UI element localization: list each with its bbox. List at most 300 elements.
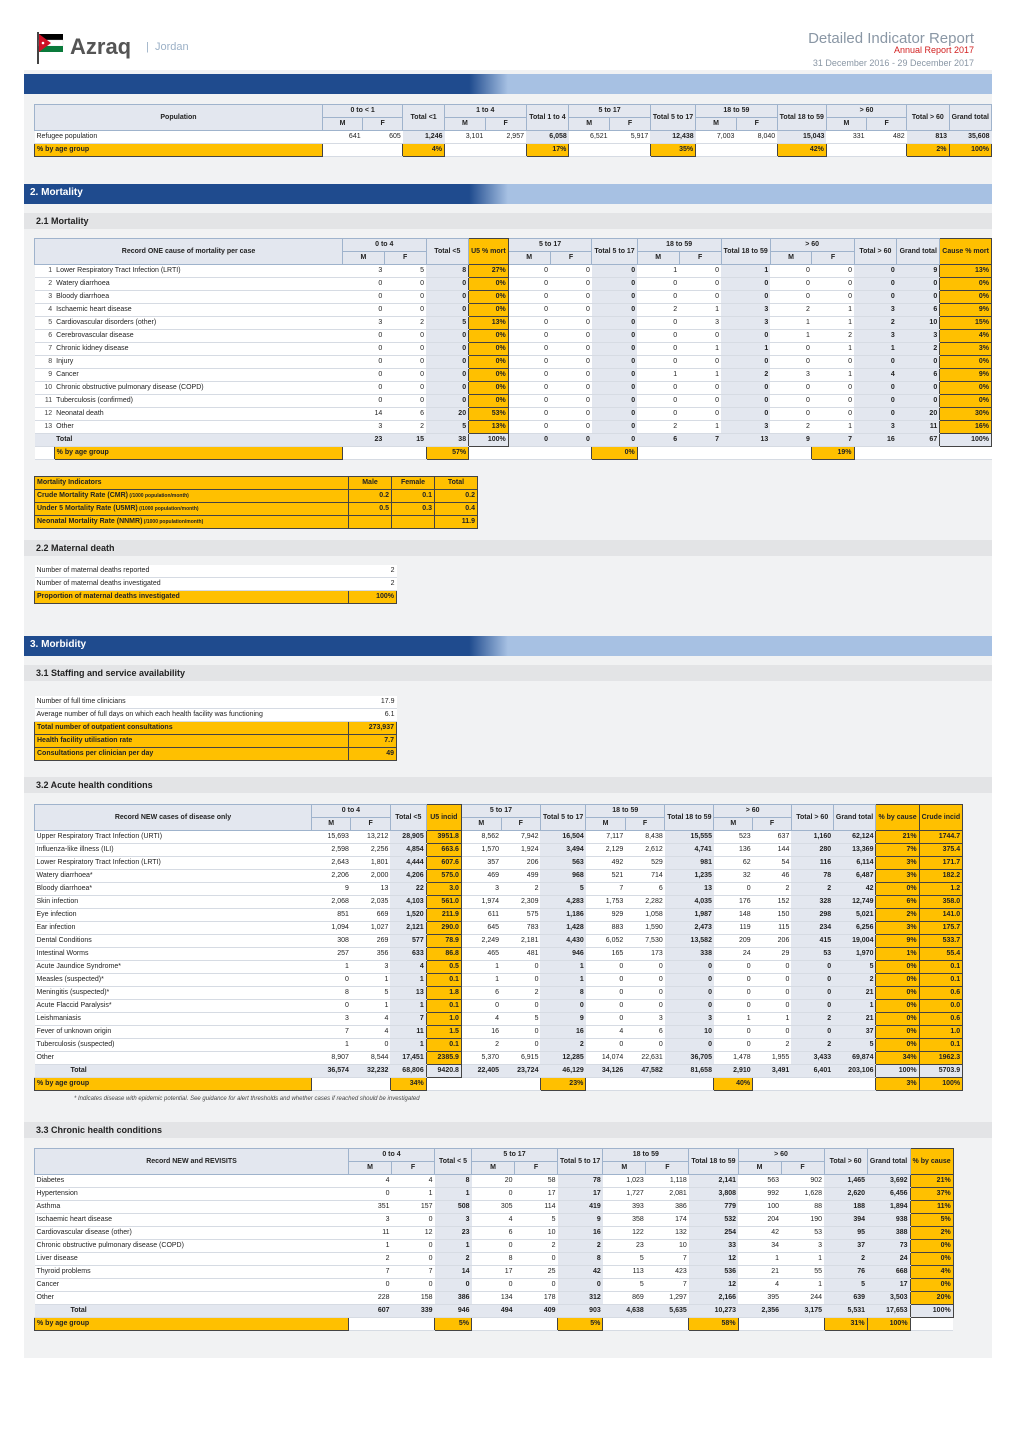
table-cell: 331 [826,131,866,144]
table-cell: 0 [426,343,469,356]
table-cell: 13% [469,421,509,434]
table-cell: 469 [461,870,501,883]
indicator-name: Crude Mortality Rate (CMR) [37,492,129,499]
row-label: Chronic obstructive pulmonary disease (COPD) [54,382,342,395]
table-cell: 0 [854,408,897,421]
table-row [35,1201,954,1214]
table-cell: 4,206 [390,870,426,883]
row-label: Eye infection [35,909,312,922]
table-cell: 0 [472,1279,515,1292]
table-cell: 0 [435,1279,472,1292]
table-row [35,408,992,421]
row-label: Total [35,1065,312,1078]
table-cell: 188 [824,1201,867,1214]
column-header: F [625,818,664,831]
population-table [34,104,992,157]
table-cell: 0 [426,369,469,382]
table-cell: 5,021 [833,909,876,922]
table-cell: 62,124 [833,831,876,844]
table-cell: 0 [472,1240,515,1253]
column-header: Total <5 [426,239,469,265]
row-label: Bloody diarrhoea* [35,883,312,896]
table-cell: 4 [392,1175,435,1188]
table-cell [586,1078,625,1091]
table-cell: 13 [351,883,390,896]
table-cell: 0 [501,974,540,987]
table-cell: 0 [721,291,770,304]
table-cell: 254 [689,1227,738,1240]
table-cell: 0 [721,278,770,291]
table-cell: 0 [349,1188,392,1201]
row-label: Total [35,1305,349,1318]
table-cell: 1,894 [867,1201,910,1214]
table-cell: 27% [469,265,509,278]
table-cell: 34% [876,1052,919,1065]
table-cell: 938 [867,1214,910,1227]
acute-table [34,804,992,1091]
table-cell: 88 [781,1201,824,1214]
table-cell: 607.6 [426,857,461,870]
row-number: 10 [35,382,55,395]
table-cell: 33 [689,1240,738,1253]
column-header: M [714,818,753,831]
table-cell: 0.4 [435,503,478,516]
table-cell: 76 [824,1266,867,1279]
table-cell: 7% [876,844,919,857]
table-cell: 3,503 [867,1292,910,1305]
column-header: M [637,252,679,265]
table-cell: 35,608 [949,131,991,144]
row-label: % by age group [54,447,342,460]
column-header: F [646,1162,689,1175]
table-cell: 0.1 [426,1000,461,1013]
report-title: Detailed Indicator Report [808,30,974,47]
table-cell: 0 [897,382,940,395]
table-row [35,735,397,748]
table-cell: 6 [897,369,940,382]
table-cell: 0% [469,330,509,343]
table-row [35,870,992,883]
table-cell: 3 [721,421,770,434]
table-row [35,304,992,317]
table-cell: 883 [586,922,625,935]
table-cell: 2,181 [501,935,540,948]
total-row [35,1065,992,1078]
table-cell: 6,401 [791,1065,833,1078]
column-header: F [501,818,540,831]
table-cell: 22,405 [461,1065,501,1078]
table-cell: 0% [469,395,509,408]
table-cell: 3% [876,1078,919,1091]
row-label: Number of maternal deaths investigated [35,578,349,591]
table-cell: 46 [753,870,792,883]
table-cell: 0 [812,265,854,278]
epidemic-note: * Indicates disease with epidemic potential. See guidance for alert thresholds and whether cases if reached should be investigated [74,1096,420,1102]
table-cell: 529 [625,857,664,870]
column-header: M [826,118,866,131]
table-cell: 7 [586,883,625,896]
table-cell: 0 [550,317,592,330]
table-cell: 2 [770,304,812,317]
table-cell: 386 [646,1201,689,1214]
table-cell: 6,256 [833,922,876,935]
table-cell: 3 [721,317,770,330]
table-cell: 1.0 [426,1013,461,1026]
table-cell: 244 [781,1292,824,1305]
table-cell: 2,643 [311,857,350,870]
row-label: Upper Respiratory Tract Infection (URTI) [35,831,312,844]
table-cell: 1 [390,1000,426,1013]
table-cell: 6 [625,1026,664,1039]
table-cell: 0 [550,278,592,291]
column-header: M [311,818,350,831]
table-cell [363,144,403,157]
table-row [35,1175,954,1188]
row-label: Acute Jaundice Syndrome* [35,961,312,974]
column-header: F [736,118,777,131]
table-cell: 24 [714,948,753,961]
table-cell: 100% [940,434,992,447]
table-cell: 16,504 [540,831,585,844]
table-cell: 15,693 [311,831,350,844]
table-cell: 1 [812,304,854,317]
table-cell: 0 [592,434,637,447]
table-row [35,265,992,278]
table-cell: 209 [714,935,753,948]
table-cell: 53 [791,948,833,961]
table-cell: 0 [586,961,625,974]
table-cell: 17,653 [867,1305,910,1318]
table-cell: 0 [586,1013,625,1026]
table-cell: 206 [501,857,540,870]
column-header: 1 to 4 [445,105,527,118]
table-cell: 0 [550,434,592,447]
table-cell: 1 [392,1188,435,1201]
table-cell: 305 [472,1201,515,1214]
table-cell: 11.9 [435,516,478,529]
row-label: Health facility utilisation rate [35,735,349,748]
table-cell: 0% [940,278,992,291]
table-cell: 2 [753,1039,792,1052]
table-cell: 5,370 [461,1052,501,1065]
table-cell: 1 [435,1188,472,1201]
row-label: Chronic obstructive pulmonary disease (COPD) [35,1240,349,1253]
table-cell: 40% [714,1078,753,1091]
table-cell: 165 [586,948,625,961]
table-cell: 0 [426,278,469,291]
table-cell: 0 [392,1214,435,1227]
table-cell: 393 [603,1201,646,1214]
row-label: Average number of full days on which each health facility was functioning [35,709,349,722]
table-cell: 8 [540,987,585,1000]
table-cell: 31% [824,1318,867,1331]
column-header: Total > 60 [791,805,833,831]
table-cell: 0 [508,343,550,356]
row-label: Lower Respiratory Tract Infection (LRTI) [54,265,342,278]
table-cell: 482 [867,131,907,144]
table-cell: 16 [461,1026,501,1039]
table-cell: 1 [714,1013,753,1026]
table-cell: 0 [812,408,854,421]
table-cell: 0 [721,356,770,369]
report-dates: 31 December 2016 - 29 December 2017 [812,58,974,68]
table-cell: 0 [791,961,833,974]
table-cell: 3% [876,870,919,883]
table-cell: 116 [791,857,833,870]
table-cell: 23% [540,1078,585,1091]
table-cell: 9 [311,883,350,896]
table-cell: 57% [426,447,469,460]
table-cell: 4,444 [390,857,426,870]
table-cell: 78 [558,1175,603,1188]
table-cell [625,1078,664,1091]
table-cell: 0 [384,278,426,291]
table-cell: 2,356 [738,1305,781,1318]
row-label: Tuberculosis (suspected) [35,1039,312,1052]
table-cell: 174 [646,1214,689,1227]
table-cell: 0% [469,343,509,356]
table-cell: 0% [940,291,992,304]
table-cell: 211.9 [426,909,461,922]
total-row [35,434,992,447]
row-label: Skin infection [35,896,312,909]
table-cell: 2 [753,883,792,896]
column-header: Total 18 to 59 [777,105,826,131]
column-header: Cause % mort [940,239,992,265]
table-cell: 9% [876,935,919,948]
table-cell [679,447,721,460]
table-cell [770,447,812,460]
table-row [35,1279,954,1292]
column-header: 0 to 4 [349,1149,435,1162]
indicator-name: Under 5 Mortality Rate (U5MR) [37,505,138,512]
row-label: Ischaemic heart disease [54,304,342,317]
table-cell: 2% [876,909,919,922]
table-cell: 2 [812,330,854,343]
table-cell: 150 [753,909,792,922]
table-cell: 0 [625,987,664,1000]
table-cell: 12 [689,1279,738,1292]
table-cell: 37 [824,1240,867,1253]
table-cell: 36,574 [311,1065,350,1078]
table-cell: 1 [435,1240,472,1253]
table-cell: 0 [586,974,625,987]
table-cell: 0 [854,278,897,291]
table-cell: 2 [721,369,770,382]
table-cell: 981 [665,857,714,870]
table-cell: 3 [897,330,940,343]
table-cell: 0 [426,356,469,369]
table-cell: 0 [586,987,625,1000]
column-header: U5 incid [426,805,461,831]
table-cell: 0 [550,408,592,421]
row-label: Tuberculosis (confirmed) [54,395,342,408]
table-cell [349,1318,392,1331]
table-cell: 23,724 [501,1065,540,1078]
table-cell: 0 [508,330,550,343]
row-label: Total [54,434,342,447]
table-cell: 1 [311,1039,350,1052]
table-cell: 0 [753,974,792,987]
indicator-unit: (/1000 population/month) [137,506,199,512]
indicator-unit: (/1000 population/month) [142,519,204,525]
table-cell: 1,753 [586,896,625,909]
table-cell: 8,040 [736,131,777,144]
table-cell: 1 [679,304,721,317]
table-cell: 5,635 [646,1305,689,1318]
table-cell: 481 [501,948,540,961]
table-cell: 869 [603,1292,646,1305]
row-label: Other [54,421,342,434]
table-cell: 494 [472,1305,515,1318]
table-cell: 2 [435,1253,472,1266]
table-cell: 17.9 [349,696,397,709]
table-row [35,382,992,395]
table-cell: 0 [343,356,385,369]
column-header: M [349,1162,392,1175]
table-row [35,1026,992,1039]
row-label: Watery diarrhoea* [35,870,312,883]
table-cell: 4,430 [540,935,585,948]
table-row [35,948,992,961]
table-cell: 7,003 [696,131,737,144]
table-cell: 0 [508,304,550,317]
table-cell: 20 [472,1175,515,1188]
table-cell: 37% [910,1188,953,1201]
table-cell: 62 [714,857,753,870]
table-cell: 536 [689,1266,738,1279]
table-cell: 7 [679,434,721,447]
table-cell: 0 [770,343,812,356]
table-cell: 100% [876,1065,919,1078]
row-label: Cardiovascular disorders (other) [54,317,342,330]
table-cell: 3951.8 [426,831,461,844]
table-cell: 0 [343,291,385,304]
table-cell: 1 [721,265,770,278]
table-cell: 10 [665,1026,714,1039]
table-cell: 0 [791,987,833,1000]
table-cell: 0.5 [426,961,461,974]
row-label: Bloody diarrhoea [54,291,342,304]
table-cell [392,516,435,529]
table-cell: 0 [384,291,426,304]
column-header: M [603,1162,646,1175]
table-cell: 0 [343,395,385,408]
table-cell: 0 [384,330,426,343]
column-header: > 60 [770,239,854,252]
report-header [24,24,992,70]
table-cell: 14,074 [586,1052,625,1065]
table-cell: 0 [770,382,812,395]
table-cell [515,1318,558,1331]
table-cell: 21% [876,831,919,844]
table-cell: 3,175 [781,1305,824,1318]
table-cell: 0 [592,304,637,317]
table-cell: 114 [515,1201,558,1214]
column-header: 18 to 59 [603,1149,689,1162]
table-cell: 3 [461,883,501,896]
table-cell: 813 [907,131,949,144]
table-cell: 0 [679,291,721,304]
row-label: Ischaemic heart disease [35,1214,349,1227]
table-cell: 6,052 [586,935,625,948]
table-cell: 2 [501,883,540,896]
table-cell: 23 [603,1240,646,1253]
table-cell: 0% [469,278,509,291]
table-cell: 0 [625,961,664,974]
column-header: M [738,1162,781,1175]
table-cell: 0 [515,1279,558,1292]
table-cell: 4% [940,330,992,343]
table-cell: 903 [558,1305,603,1318]
table-cell: 415 [791,935,833,948]
table-cell: 67 [897,434,940,447]
table-cell: 100 [738,1201,781,1214]
table-cell: 86.8 [426,948,461,961]
table-cell: 100% [910,1305,953,1318]
table-cell: 204 [738,1214,781,1227]
table-cell: 7,942 [501,831,540,844]
table-cell: 0 [343,382,385,395]
staffing-subheader: 3.1 Staffing and service availability [24,665,992,681]
row-number: 2 [35,278,55,291]
table-cell: 0 [384,304,426,317]
column-header: 18 to 59 [637,239,721,252]
table-cell: 1 [351,1000,390,1013]
table-cell: 14 [435,1266,472,1279]
table-cell: 356 [351,948,390,961]
table-cell: 605 [363,131,403,144]
row-label: Cerebrovascular disease [54,330,342,343]
table-row [35,844,992,857]
table-cell [736,144,777,157]
table-cell: 0.1 [919,1039,963,1052]
table-cell: 0 [770,356,812,369]
table-cell: 4 [738,1279,781,1292]
table-cell: 0 [854,291,897,304]
table-cell: 12,285 [540,1052,585,1065]
table-cell: 68,806 [390,1065,426,1078]
table-cell: 2,612 [625,844,664,857]
report-subtitle: Annual Report 2017 [893,45,974,55]
table-cell: 3 [781,1240,824,1253]
column-header: Total [435,477,478,490]
row-label: % by age group [35,1078,312,1091]
table-cell: 3 [721,304,770,317]
table-cell: 328 [791,896,833,909]
table-cell: 30% [940,408,992,421]
table-cell: 633 [390,948,426,961]
table-cell: 1,955 [753,1052,792,1065]
table-cell: 2,035 [351,896,390,909]
table-cell: 1,428 [540,922,585,935]
table-cell: 3 [665,1013,714,1026]
table-cell: 0 [550,356,592,369]
table-cell: 2 [558,1240,603,1253]
table-cell: 0 [592,278,637,291]
table-cell: 1,570 [461,844,501,857]
table-cell: 2 [637,421,679,434]
table-cell: 0 [625,1000,664,1013]
table-cell: 11% [910,1201,953,1214]
row-label: Cardiovascular disease (other) [35,1227,349,1240]
row-number: 6 [35,330,55,343]
table-cell: 0 [351,1039,390,1052]
table-cell: 641 [322,131,362,144]
table-cell: 257 [311,948,350,961]
table-row [35,696,397,709]
table-cell: 14 [343,408,385,421]
